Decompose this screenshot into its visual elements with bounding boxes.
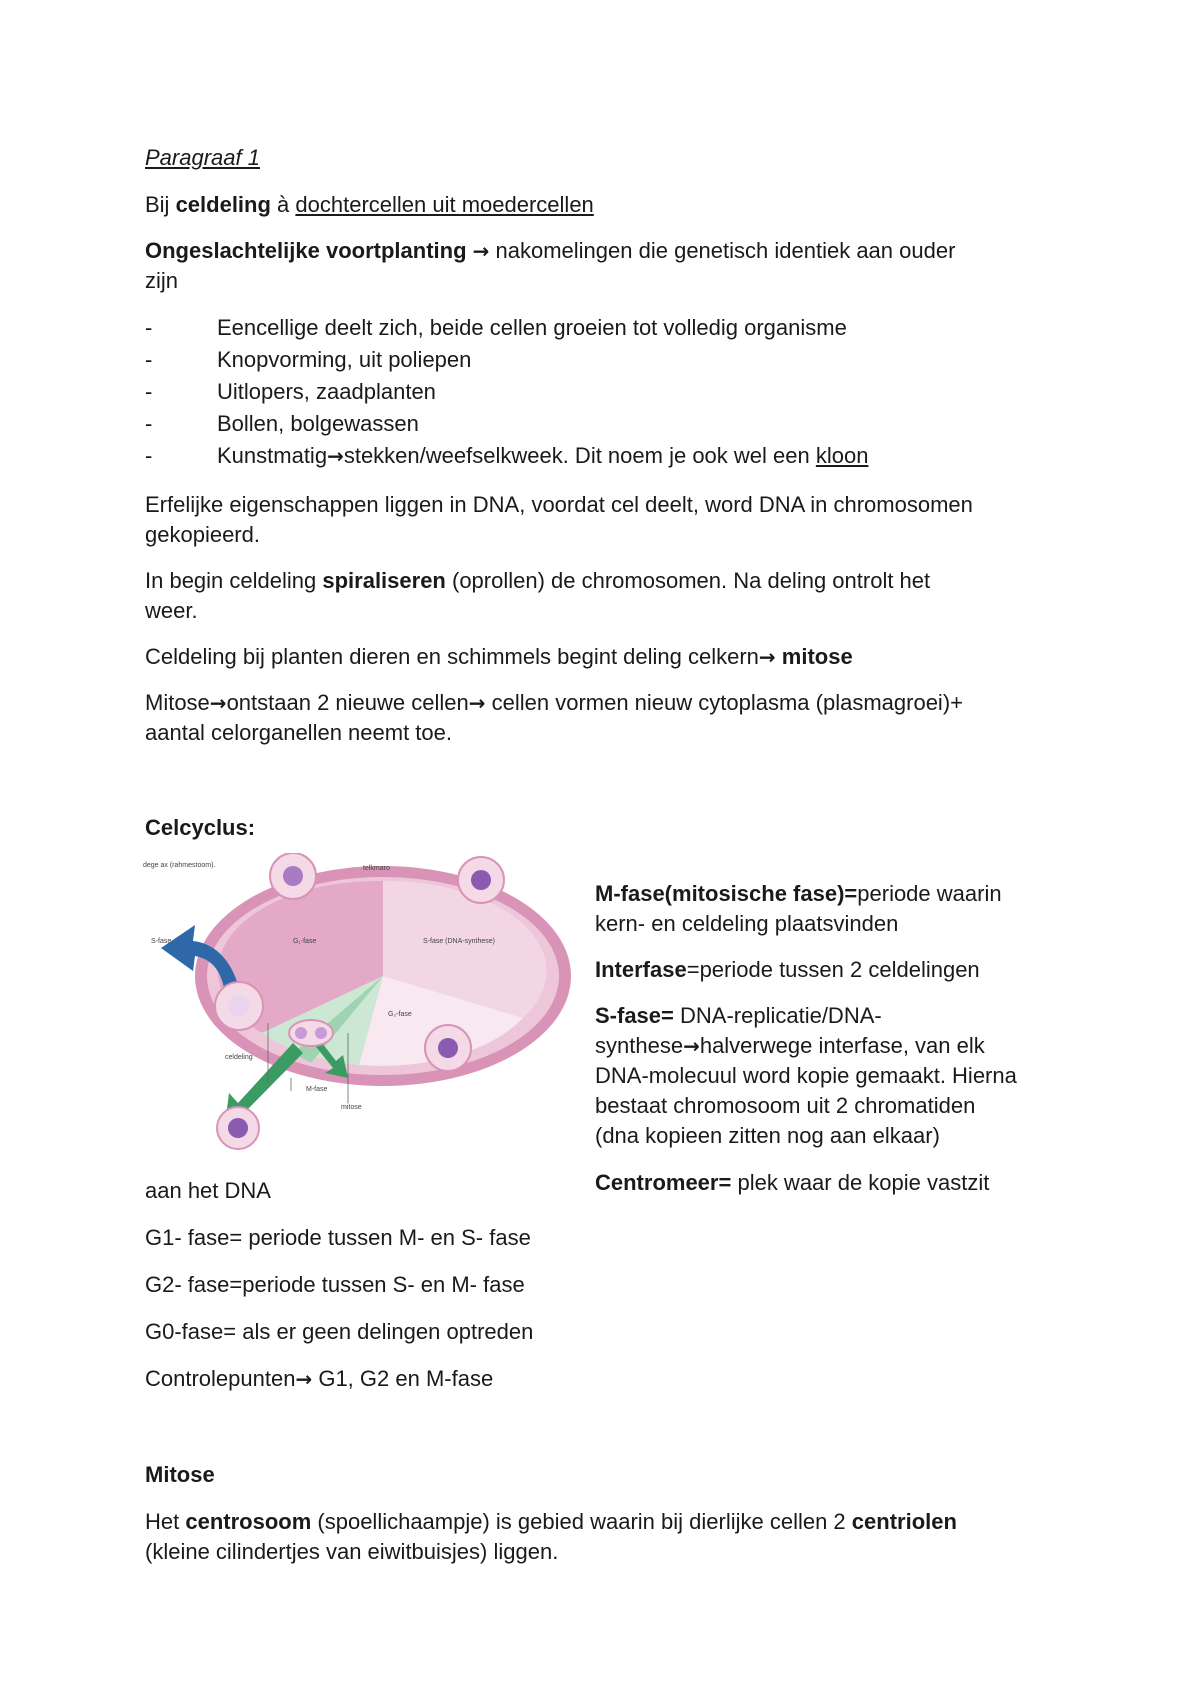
def-g2: G2- fase=periode tussen S- en M- fase — [145, 1272, 525, 1297]
cell-icon — [217, 1107, 259, 1149]
para-spiraliseren: In begin celdeling spiraliseren (oprollen) de chromosomen. Na deling ontrolt het — [145, 568, 931, 593]
para-erfelijk: Erfelijke eigenschappen liggen in DNA, voordat cel deelt, word DNA in chromosomen — [145, 492, 973, 517]
heading-celcyclus: Celcyclus: — [145, 815, 256, 840]
label-sfase-left: S-fase — [151, 938, 172, 945]
cell-icon — [425, 1025, 471, 1071]
arrow-icon: → — [472, 239, 490, 263]
line-ongeslachtelijk: Ongeslachtelijke voortplanting → nakomelingen die genetisch identiek aan ouder — [145, 238, 956, 263]
label-mitose: mitose — [341, 1104, 362, 1111]
cell-cycle-diagram — [143, 853, 573, 1153]
def-interfase: Interfase=periode tussen 2 celdelingen — [595, 957, 980, 982]
list-item: - Bollen, bolgewassen — [145, 411, 419, 436]
def-controlepunten: Controlepunten→ G1, G2 en M-fase — [145, 1366, 494, 1391]
def-sfase-l3: DNA-molecuul word kopie gemaakt. Hierna — [595, 1063, 1017, 1088]
label-s: S-fase (DNA-synthese) — [423, 938, 495, 945]
line-ongeslachtelijk-cont: zijn — [145, 268, 179, 293]
def-sfase-l4: bestaat chromosoom uit 2 chromatiden — [595, 1093, 976, 1118]
line-aan-het-dna: aan het DNA — [145, 1178, 271, 1203]
label-g1: G₁-fase — [293, 938, 317, 945]
def-sfase: S-fase= DNA-replicatie/DNA- — [595, 1003, 882, 1028]
label-celdeling: celdeling — [225, 1054, 253, 1061]
list-item: - Kunstmatig→stekken/weefselkweek. Dit noem je ook wel een kloon — [145, 443, 869, 468]
line-celdeling: Bij celdeling à dochtercellen uit moedercellen — [145, 192, 594, 217]
arrow-icon: → — [468, 691, 486, 715]
arrow-icon: → — [758, 645, 776, 669]
label-m: M-fase — [306, 1086, 328, 1093]
arrow-icon: → — [683, 1034, 700, 1058]
cell-icon — [458, 857, 504, 903]
def-sfase-l5: (dna kopieen zitten nog aan elkaar) — [595, 1123, 940, 1148]
def-g0: G0-fase= als er geen delingen optreden — [145, 1319, 534, 1344]
list-item: - Uitlopers, zaadplanten — [145, 379, 436, 404]
def-mfase: M-fase(mitosische fase)=periode waarin — [595, 881, 1002, 906]
para-mitose: Celdeling bij planten dieren en schimmels begint deling celkern→ mitose — [145, 644, 853, 669]
def-sfase-l2: synthese→halverwege interfase, van elk — [595, 1033, 985, 1058]
label-g2: G₂-fase — [388, 1011, 412, 1018]
dividing-cell-icon — [289, 1020, 333, 1046]
label-top: telkmaro — [363, 865, 390, 872]
def-centromeer: Centromeer= plek waar de kopie vastzit — [595, 1170, 990, 1195]
para-centrosoom: Het centrosoom (spoellichaampje) is gebied waarin bij dierlijke cellen 2 centriolen — [145, 1509, 957, 1534]
arrow-icon: → — [295, 1367, 313, 1391]
para-erfelijk-cont: gekopieerd. — [145, 522, 260, 547]
label-top-left: dege ax (rahmestoom). — [143, 862, 216, 869]
arrow-icon: → — [209, 691, 227, 715]
list-item: - Eencellige deelt zich, beide cellen groeien tot volledig organisme — [145, 315, 847, 340]
list-item: - Knopvorming, uit poliepen — [145, 347, 472, 372]
para-mitose-gevolg-cont: aantal celorganellen neemt toe. — [145, 720, 452, 745]
cell-icon — [270, 853, 316, 899]
cell-icon — [215, 982, 263, 1030]
heading: Paragraaf 1 — [145, 145, 260, 170]
def-g1: G1- fase= periode tussen M- en S- fase — [145, 1225, 531, 1250]
para-centrosoom-cont: (kleine cilindertjes van eiwitbuisjes) liggen. — [145, 1539, 559, 1564]
def-mfase-cont: kern- en celdeling plaatsvinden — [595, 911, 899, 936]
para-spiraliseren-cont: weer. — [145, 598, 198, 623]
para-mitose-gevolg: Mitose→ontstaan 2 nieuwe cellen→ cellen vormen nieuw cytoplasma (plasmagroei)+ — [145, 690, 963, 715]
arrow-icon: → — [327, 444, 344, 468]
heading-mitose: Mitose — [145, 1462, 215, 1487]
